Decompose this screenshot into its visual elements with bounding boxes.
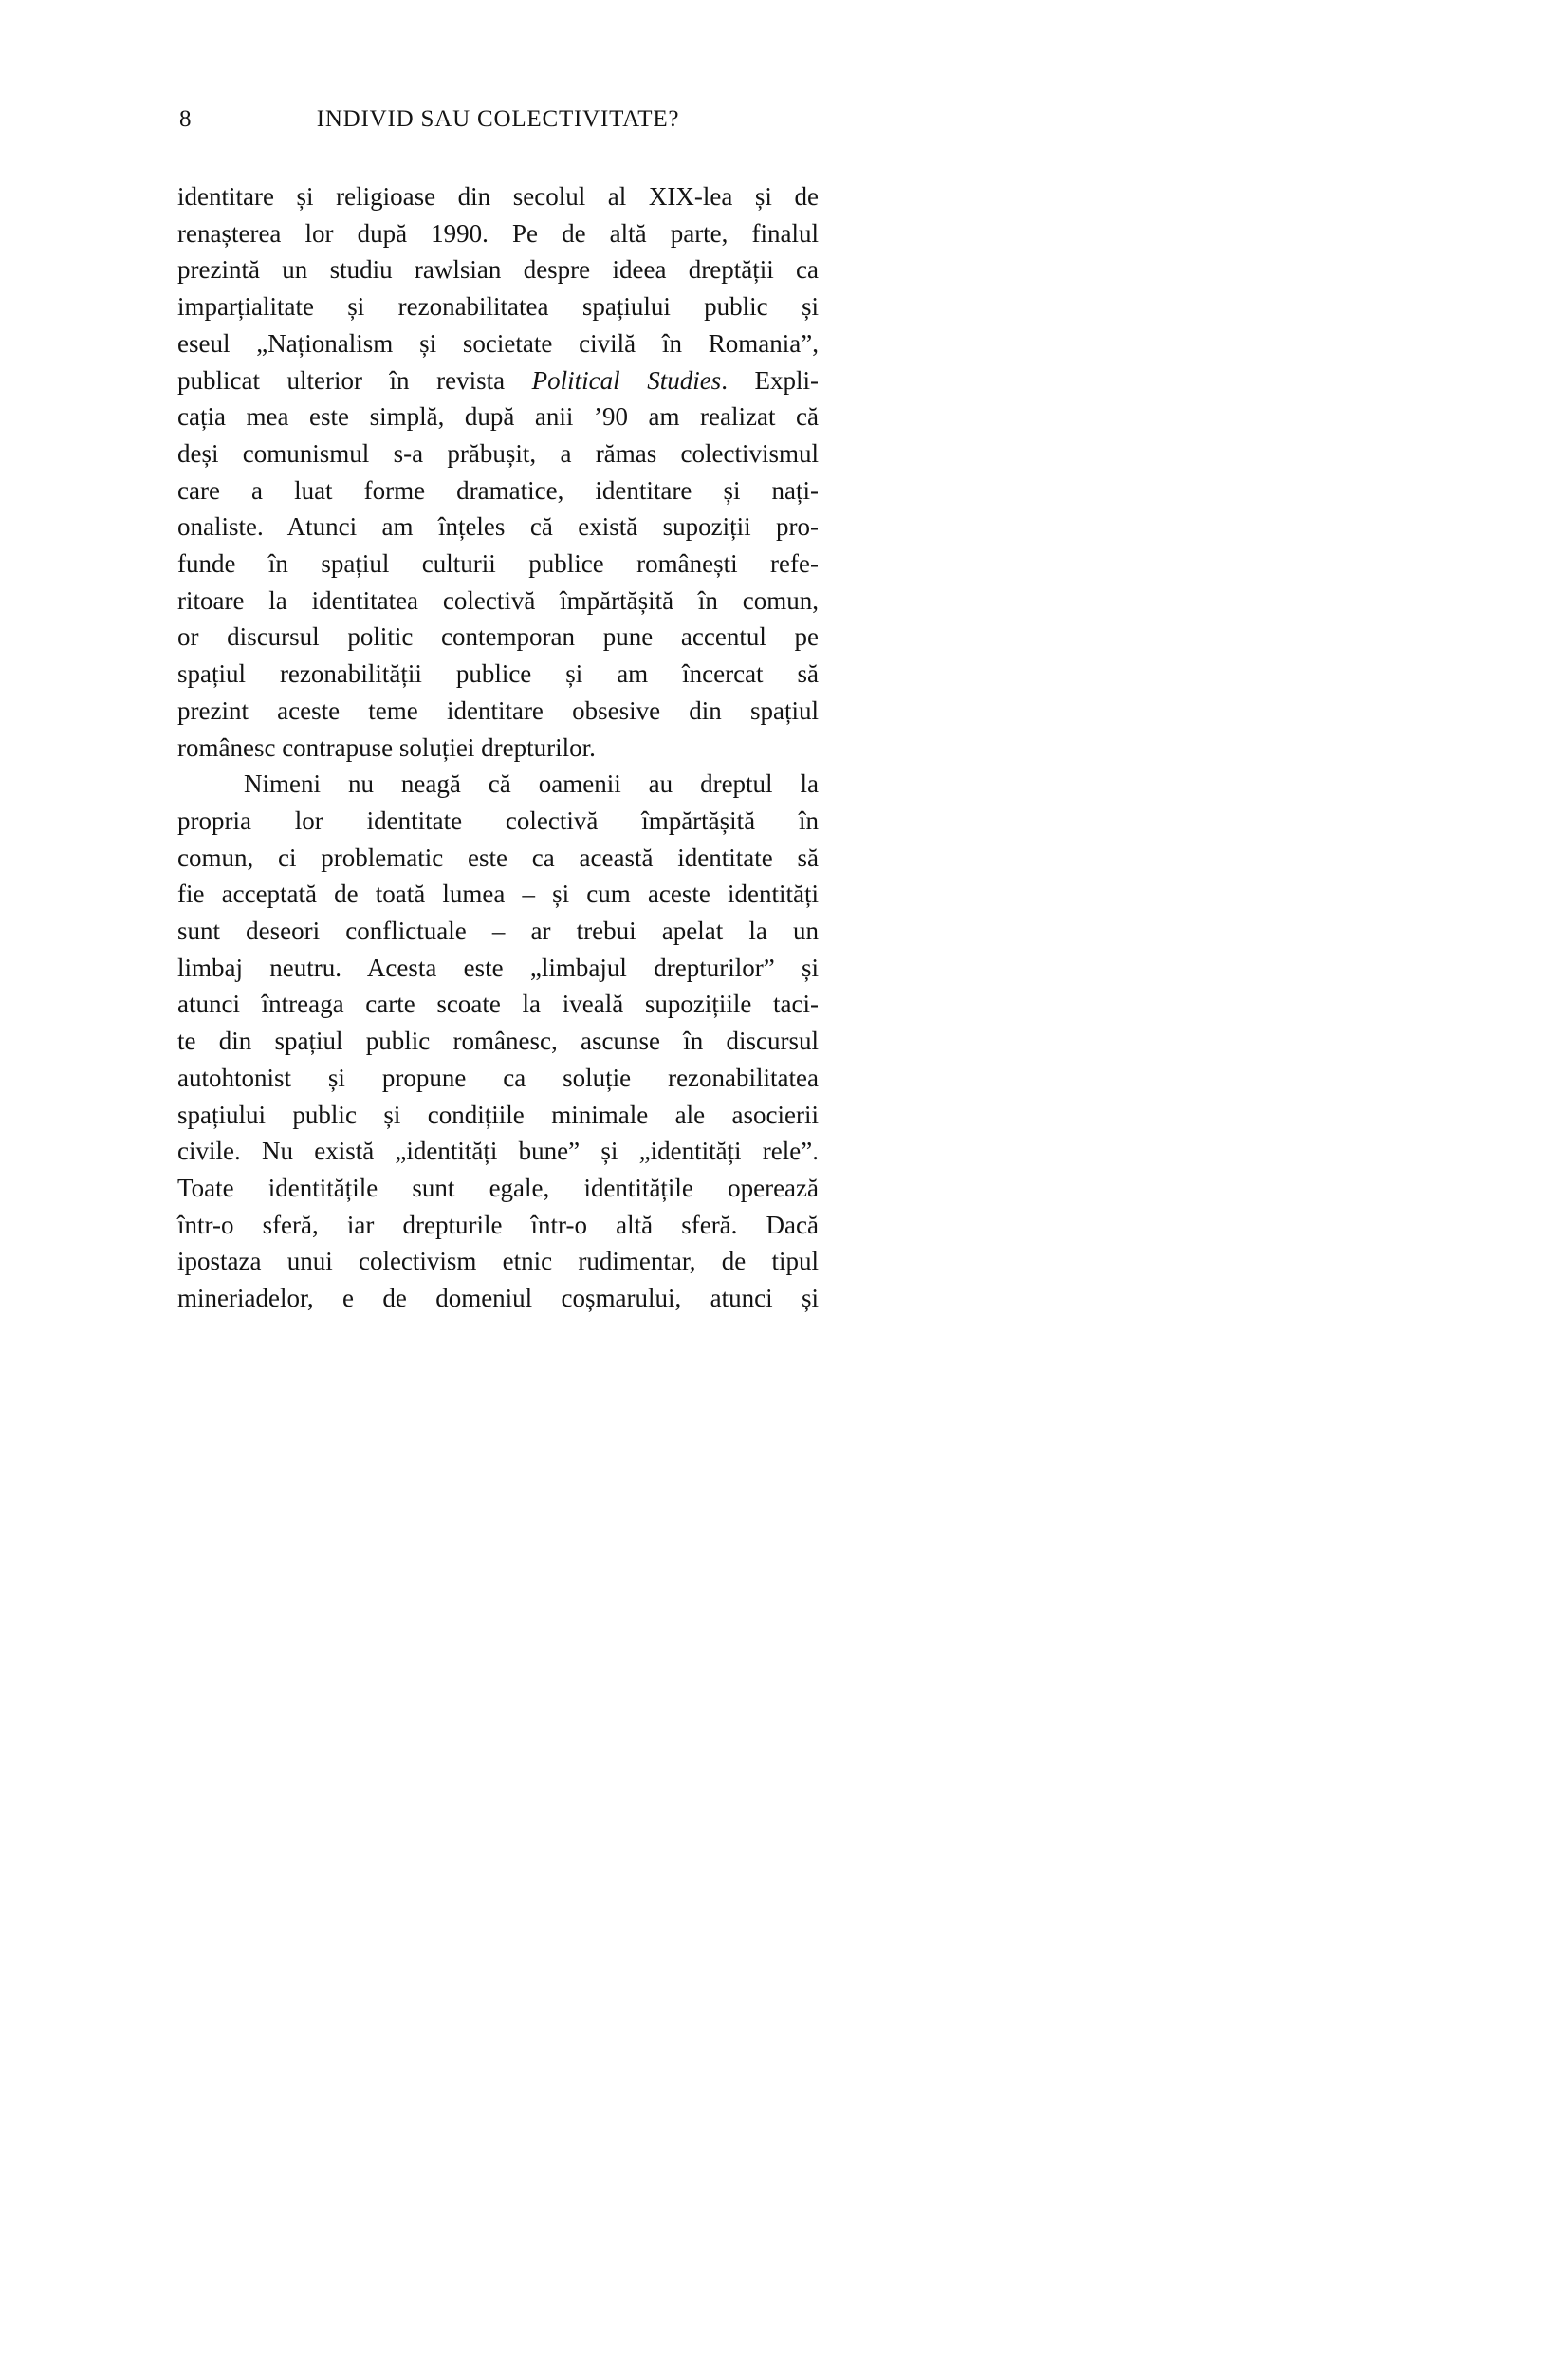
text-segment: te din spațiul public românesc, ascunse în discursul — [177, 1027, 819, 1056]
text-segment: mineriadelor, e de domeniul coșmarului, atunci și — [177, 1284, 819, 1313]
text-segment: prezint aceste teme identitare obsesive din spațiul — [177, 695, 819, 725]
text-segment: eseul „Naționalism și societate civilă în Romania”, — [177, 328, 819, 358]
text-segment: comun, ci problematic este ca această identitate să — [177, 843, 819, 872]
text-line — [177, 766, 819, 803]
text-segment: Toate identitățile sunt egale, identitățile operează — [177, 1173, 819, 1202]
text-line — [177, 509, 819, 546]
text-line — [177, 840, 819, 877]
text-block — [177, 178, 819, 1317]
text-line — [177, 399, 819, 436]
text-line — [177, 362, 819, 399]
text-segment: propria lor identitate colectivă împărtășită în — [177, 806, 819, 835]
text-segment: spațiului public și condițiile minimale ale asocierii — [177, 1100, 819, 1129]
text-line — [177, 693, 819, 730]
text-segment: limbaj neutru. Acesta este „limbajul drepturilor” și — [177, 953, 819, 982]
text-line — [177, 1097, 819, 1134]
italic-text-segment: Political Studies — [531, 365, 722, 395]
text-line — [177, 1023, 819, 1060]
text-line — [177, 1280, 819, 1317]
text-segment: funde în spațiul culturii publice românești refe- — [177, 549, 819, 579]
text-line — [177, 288, 819, 325]
text-line — [177, 803, 819, 840]
text-segment: sunt deseori conflictuale – ar trebui apelat la un — [177, 917, 819, 946]
text-line — [177, 583, 819, 620]
text-segment: care a luat forme dramatice, identitare și nați- — [177, 475, 819, 505]
text-line — [177, 1207, 819, 1244]
text-segment: renașterea lor după 1990. Pe de altă parte, finalul — [177, 218, 819, 248]
text-segment: fie acceptată de toată lumea – și cum aceste identități — [177, 880, 819, 909]
text-line — [177, 950, 819, 987]
text-segment: cația mea este simplă, după anii ’90 am realizat că — [177, 402, 819, 432]
text-line — [177, 325, 819, 362]
text-segment: civile. Nu există „identități bune” și „identități rele”. — [177, 1137, 819, 1166]
text-segment: . Expli- — [721, 365, 819, 395]
text-line — [177, 215, 819, 252]
text-line — [177, 546, 819, 583]
text-segment: atunci întreaga carte scoate la iveală supozițiile taci- — [177, 990, 819, 1019]
text-line — [177, 473, 819, 510]
text-line — [177, 178, 819, 215]
text-segment: deși comunismul s-a prăbușit, a rămas colectivismul — [177, 438, 819, 468]
text-segment: ipostaza unui colectivism etnic rudimentar, de tipul — [177, 1247, 819, 1276]
page-header — [177, 106, 819, 139]
text-line — [177, 656, 819, 693]
text-line — [177, 1170, 819, 1207]
text-segment: autohtonist și propune ca soluție rezonabilitatea — [177, 1063, 819, 1092]
text-line — [177, 986, 819, 1023]
text-segment: publicat ulterior în revista — [177, 365, 532, 395]
text-line — [177, 730, 819, 767]
text-segment: într-o sferă, iar drepturile într-o altă sferă. Dacă — [177, 1210, 819, 1239]
text-segment: românesc contrapuse soluției drepturilor. — [177, 732, 596, 762]
text-line — [177, 1243, 819, 1280]
text-segment: Nimeni nu neagă că oamenii au dreptul la — [244, 769, 819, 799]
text-line — [177, 251, 819, 288]
running-title: INDIVID SAU COLECTIVITATE? — [316, 106, 680, 132]
text-segment: or discursul politic contemporan pune accentul pe — [177, 622, 819, 652]
text-segment: identitare și religioase din secolul al XIX-lea și de — [177, 182, 819, 211]
text-line — [177, 436, 819, 473]
page-number: 8 — [179, 106, 193, 132]
text-line — [177, 1133, 819, 1170]
text-line — [177, 1060, 819, 1097]
text-segment: spațiul rezonabilității publice și am încercat să — [177, 659, 819, 689]
text-segment: ritoare la identitatea colectivă împărtășită în comun, — [177, 585, 819, 615]
text-line — [177, 913, 819, 950]
text-segment: imparțialitate și rezonabilitatea spațiului public și — [177, 292, 819, 322]
text-line — [177, 619, 819, 656]
text-line — [177, 876, 819, 913]
text-segment: prezintă un studiu rawlsian despre ideea dreptății ca — [177, 255, 819, 285]
text-segment: onaliste. Atunci am înțeles că există supoziții pro- — [177, 512, 819, 542]
